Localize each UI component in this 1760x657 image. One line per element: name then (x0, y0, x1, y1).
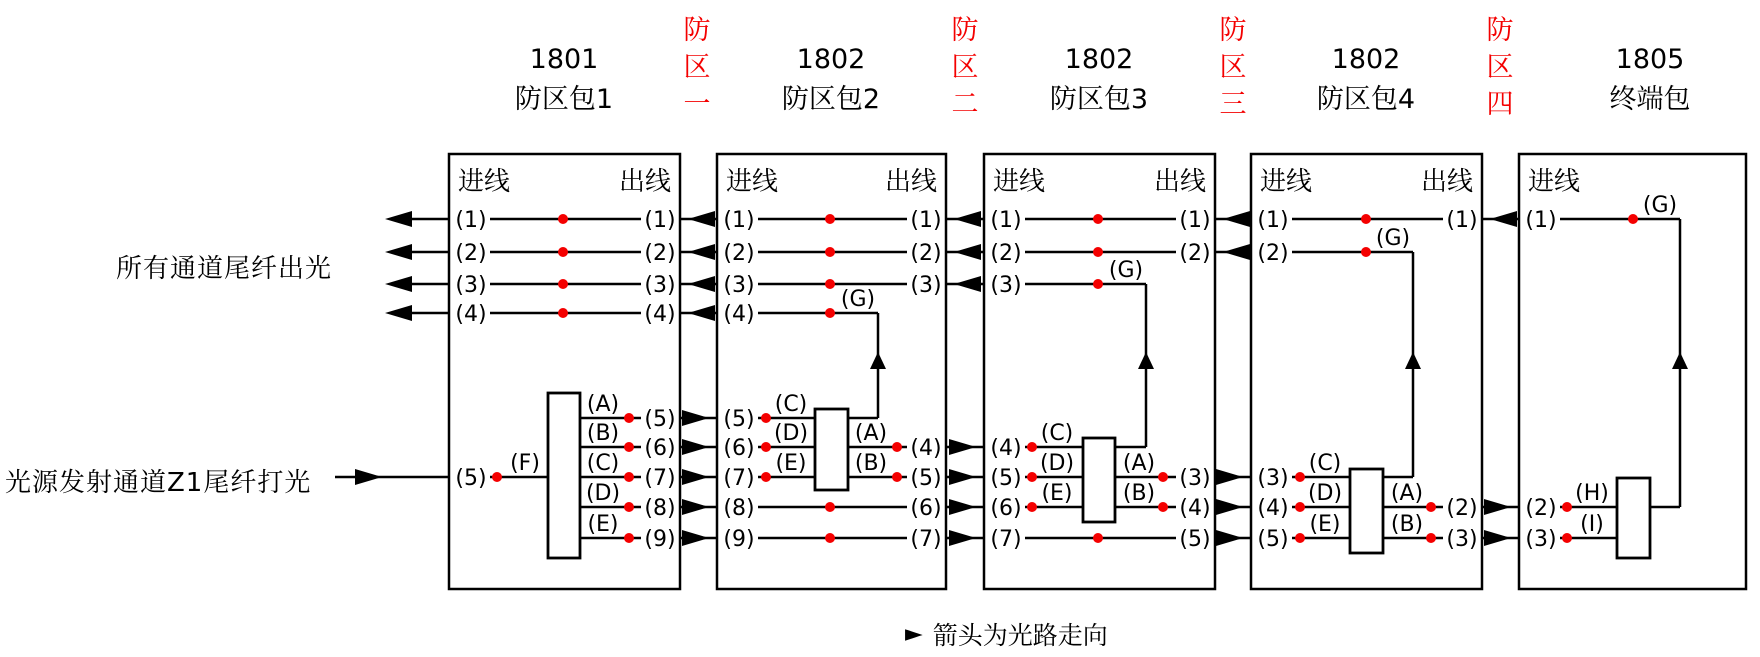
splice-dot (624, 472, 634, 482)
splice-dot (1426, 533, 1436, 543)
flow-arrow-left (1490, 211, 1517, 227)
zone-char: 一 (683, 89, 711, 120)
port-label: (3) (1446, 527, 1478, 552)
port-label: (3) (990, 273, 1022, 298)
port-label: (5) (723, 407, 755, 432)
splice-dot (1628, 214, 1638, 224)
port-label: (1) (990, 208, 1022, 233)
splice-dot (558, 279, 568, 289)
port-label: (5) (1179, 527, 1211, 552)
zone-char: 四 (1486, 89, 1514, 120)
port-label: (3) (1257, 466, 1289, 491)
splice-dot (1027, 502, 1037, 512)
package-name: 终端包 (1609, 84, 1691, 115)
flow-arrow-left (688, 276, 715, 292)
splitter-5 (1617, 478, 1650, 558)
splice-dot (1361, 214, 1371, 224)
right-arrow-icon: ► (905, 621, 923, 647)
zone-char: 区 (683, 52, 711, 83)
port-label: (3) (1525, 527, 1557, 552)
zone-label-4 (1487, 12, 1514, 123)
zone-char: 三 (1219, 89, 1247, 120)
package-name: 防区包3 (1049, 84, 1149, 115)
splice-dot (1093, 247, 1103, 257)
splice-dot (761, 413, 771, 423)
letter-label: (E) (775, 451, 807, 476)
splice-dot (825, 247, 835, 257)
flow-arrow-right (1216, 469, 1243, 485)
port-label: (2) (455, 241, 487, 266)
flow-arrow-right (949, 469, 976, 485)
splice-dot (761, 472, 771, 482)
splice-dot (825, 533, 835, 543)
letter-label: (B) (1122, 481, 1156, 506)
package-name: 防区包4 (1316, 84, 1416, 115)
flow-arrow-right (682, 499, 709, 515)
package-header-1 (515, 40, 613, 120)
inlet-label: 进线 (1260, 167, 1313, 197)
zone-char: 区 (1486, 52, 1514, 83)
flow-arrow-left (688, 211, 715, 227)
outlet-label: 出线 (884, 167, 937, 197)
flow-arrow-left (1223, 211, 1250, 227)
port-label: (8) (644, 496, 676, 521)
package-header-4 (1317, 40, 1415, 120)
flow-arrow-left (688, 305, 715, 321)
zone-char: 防 (683, 15, 711, 46)
splice-dot (492, 472, 502, 482)
inlet-label: 进线 (993, 167, 1046, 197)
package-model: 1805 (1615, 44, 1685, 75)
flow-arrow-left (1223, 244, 1250, 260)
letter-label: (I) (1580, 512, 1604, 537)
zone-label-3 (1220, 12, 1247, 123)
flow-arrow-right (1216, 499, 1243, 515)
g-label: (G) (840, 287, 876, 312)
package-model: 1802 (796, 44, 866, 75)
package-name: 防区包1 (514, 84, 614, 115)
port-label: (9) (723, 527, 755, 552)
letter-label: (B) (1390, 512, 1424, 537)
letter-label: (A) (1390, 481, 1424, 506)
letter-label: (D) (1307, 481, 1343, 506)
flow-arrow-right (682, 469, 709, 485)
flow-arrow-left (385, 276, 412, 292)
splice-dot (1426, 502, 1436, 512)
port-label: (2) (1446, 496, 1478, 521)
letter-label: (C) (1308, 451, 1342, 476)
letter-label: (A) (1122, 451, 1156, 476)
port-label: (2) (910, 241, 942, 266)
splice-dot (624, 533, 634, 543)
splitter-1 (548, 393, 580, 558)
splitter-4 (1350, 469, 1383, 553)
port-label: (2) (990, 241, 1022, 266)
splice-dot (1295, 472, 1305, 482)
port-label: (1) (1257, 208, 1289, 233)
splice-dot (624, 413, 634, 423)
port-label: (4) (723, 302, 755, 327)
port-label: (1) (644, 208, 676, 233)
letter-label: (D) (585, 481, 621, 506)
port-label: (7) (990, 527, 1022, 552)
flow-arrow-right (1484, 499, 1511, 515)
splice-dot (1295, 533, 1305, 543)
flow-arrow-right (949, 530, 976, 546)
splice-dot (558, 214, 568, 224)
zone-char: 防 (951, 15, 979, 46)
port-label: (4) (1257, 496, 1289, 521)
splice-dot (892, 442, 902, 452)
zone-label-1 (684, 12, 711, 123)
package-model: 1802 (1064, 44, 1134, 75)
splice-dot (825, 308, 835, 318)
port-label: (4) (644, 302, 676, 327)
flow-arrow-left (954, 276, 981, 292)
splice-dot (624, 502, 634, 512)
flow-arrow-right (1216, 530, 1243, 546)
port-label: (6) (644, 436, 676, 461)
splice-dot (624, 442, 634, 452)
port-label: (8) (723, 496, 755, 521)
outlet-label: 出线 (618, 167, 671, 197)
letter-label: (D) (773, 421, 809, 446)
letter-label: (A) (854, 421, 888, 446)
package-header-3 (1050, 40, 1148, 120)
flow-arrow-left (954, 211, 981, 227)
letter-label: (D) (1039, 451, 1075, 476)
letter-label: (C) (774, 392, 808, 417)
port-label: (2) (1525, 496, 1557, 521)
flow-arrow-up (1138, 352, 1154, 369)
zone-char: 区 (951, 52, 979, 83)
port-label: (4) (455, 302, 487, 327)
port-label: (2) (723, 241, 755, 266)
flow-arrow-right (682, 439, 709, 455)
flow-arrow-right (682, 410, 709, 426)
splice-dot (1295, 502, 1305, 512)
letter-label: (A) (586, 392, 620, 417)
flow-arrow-right (1484, 530, 1511, 546)
letter-label: (E) (1309, 512, 1341, 537)
splice-dot (1093, 279, 1103, 289)
port-label: (5) (990, 466, 1022, 491)
letter-label: (B) (854, 451, 888, 476)
port-label: (5) (455, 466, 487, 491)
splice-dot (1562, 533, 1572, 543)
port-label: (3) (644, 273, 676, 298)
zone-label-2 (952, 12, 979, 123)
flow-arrow-left (954, 244, 981, 260)
flow-arrow-right (355, 469, 382, 485)
splitter-2 (815, 409, 848, 490)
zone-char: 区 (1219, 52, 1247, 83)
splice-dot (558, 247, 568, 257)
port-label: (3) (455, 273, 487, 298)
g-label: (G) (1642, 193, 1678, 218)
flow-arrow-up (1672, 352, 1688, 369)
port-label: (5) (910, 466, 942, 491)
port-label: (4) (1179, 496, 1211, 521)
zone-char: 防 (1219, 15, 1247, 46)
port-label: (5) (644, 407, 676, 432)
port-label: (6) (990, 496, 1022, 521)
port-label: (7) (644, 466, 676, 491)
flow-arrow-left (385, 211, 412, 227)
inlet-label: 进线 (726, 167, 779, 197)
port-label: (7) (723, 466, 755, 491)
port-label: (6) (910, 496, 942, 521)
port-label: (3) (723, 273, 755, 298)
letter-label: (C) (586, 451, 620, 476)
splice-dot (1093, 533, 1103, 543)
port-label: (1) (1525, 208, 1557, 233)
letter-label: (C) (1040, 421, 1074, 446)
letter-label: (F) (510, 451, 540, 476)
port-label: (2) (1257, 241, 1289, 266)
splice-dot (1361, 247, 1371, 257)
package-model: 1802 (1331, 44, 1401, 75)
legend-text: 箭头为光路走向 (932, 621, 1108, 650)
zone-char: 二 (951, 89, 979, 120)
package-name: 防区包2 (781, 84, 881, 115)
flow-arrow-up (870, 352, 886, 369)
flow-arrow-left (688, 244, 715, 260)
g-label: (G) (1375, 226, 1411, 251)
flow-arrow-right (949, 499, 976, 515)
splice-dot (825, 279, 835, 289)
splice-dot (761, 442, 771, 452)
splice-dot (1027, 442, 1037, 452)
port-label: (4) (990, 436, 1022, 461)
letter-label: (B) (586, 421, 620, 446)
outlet-label: 出线 (1153, 167, 1206, 197)
package-header-5 (1610, 40, 1691, 120)
splice-dot (558, 308, 568, 318)
flow-arrow-left (385, 305, 412, 321)
letter-label: (E) (1041, 481, 1073, 506)
port-label: (2) (644, 241, 676, 266)
splice-dot (1158, 472, 1168, 482)
package-header-2 (782, 40, 880, 120)
splice-dot (1027, 472, 1037, 482)
port-label: (4) (910, 436, 942, 461)
port-label: (2) (1179, 241, 1211, 266)
g-label: (G) (1108, 258, 1144, 283)
splice-dot (825, 214, 835, 224)
splice-dot (892, 472, 902, 482)
letter-label: (E) (587, 512, 619, 537)
annotation-all-channels-out: 所有通道尾纤出光 (116, 254, 333, 284)
port-label: (3) (910, 273, 942, 298)
flow-arrow-left (385, 244, 412, 260)
splice-dot (825, 502, 835, 512)
splice-dot (1562, 502, 1572, 512)
port-label: (9) (644, 527, 676, 552)
port-label: (5) (1257, 527, 1289, 552)
flow-arrow-right (949, 439, 976, 455)
inlet-label: 进线 (458, 167, 511, 197)
splice-dot (1093, 214, 1103, 224)
port-label: (1) (910, 208, 942, 233)
splice-dot (1158, 502, 1168, 512)
letter-label: (H) (1575, 481, 1609, 506)
outlet-label: 出线 (1420, 167, 1473, 197)
port-label: (3) (1179, 466, 1211, 491)
flow-arrow-up (1405, 352, 1421, 369)
port-label: (1) (1446, 208, 1478, 233)
port-label: (1) (1179, 208, 1211, 233)
flow-arrow-right (682, 530, 709, 546)
port-label: (1) (455, 208, 487, 233)
package-model: 1801 (529, 44, 599, 75)
annotation-source-input: 光源发射通道Z1尾纤打光 (5, 468, 312, 498)
legend (905, 616, 1108, 652)
port-label: (1) (723, 208, 755, 233)
inlet-label: 进线 (1528, 167, 1581, 197)
port-label: (7) (910, 527, 942, 552)
splitter-3 (1083, 438, 1115, 522)
port-label: (6) (723, 436, 755, 461)
zone-char: 防 (1486, 15, 1514, 46)
